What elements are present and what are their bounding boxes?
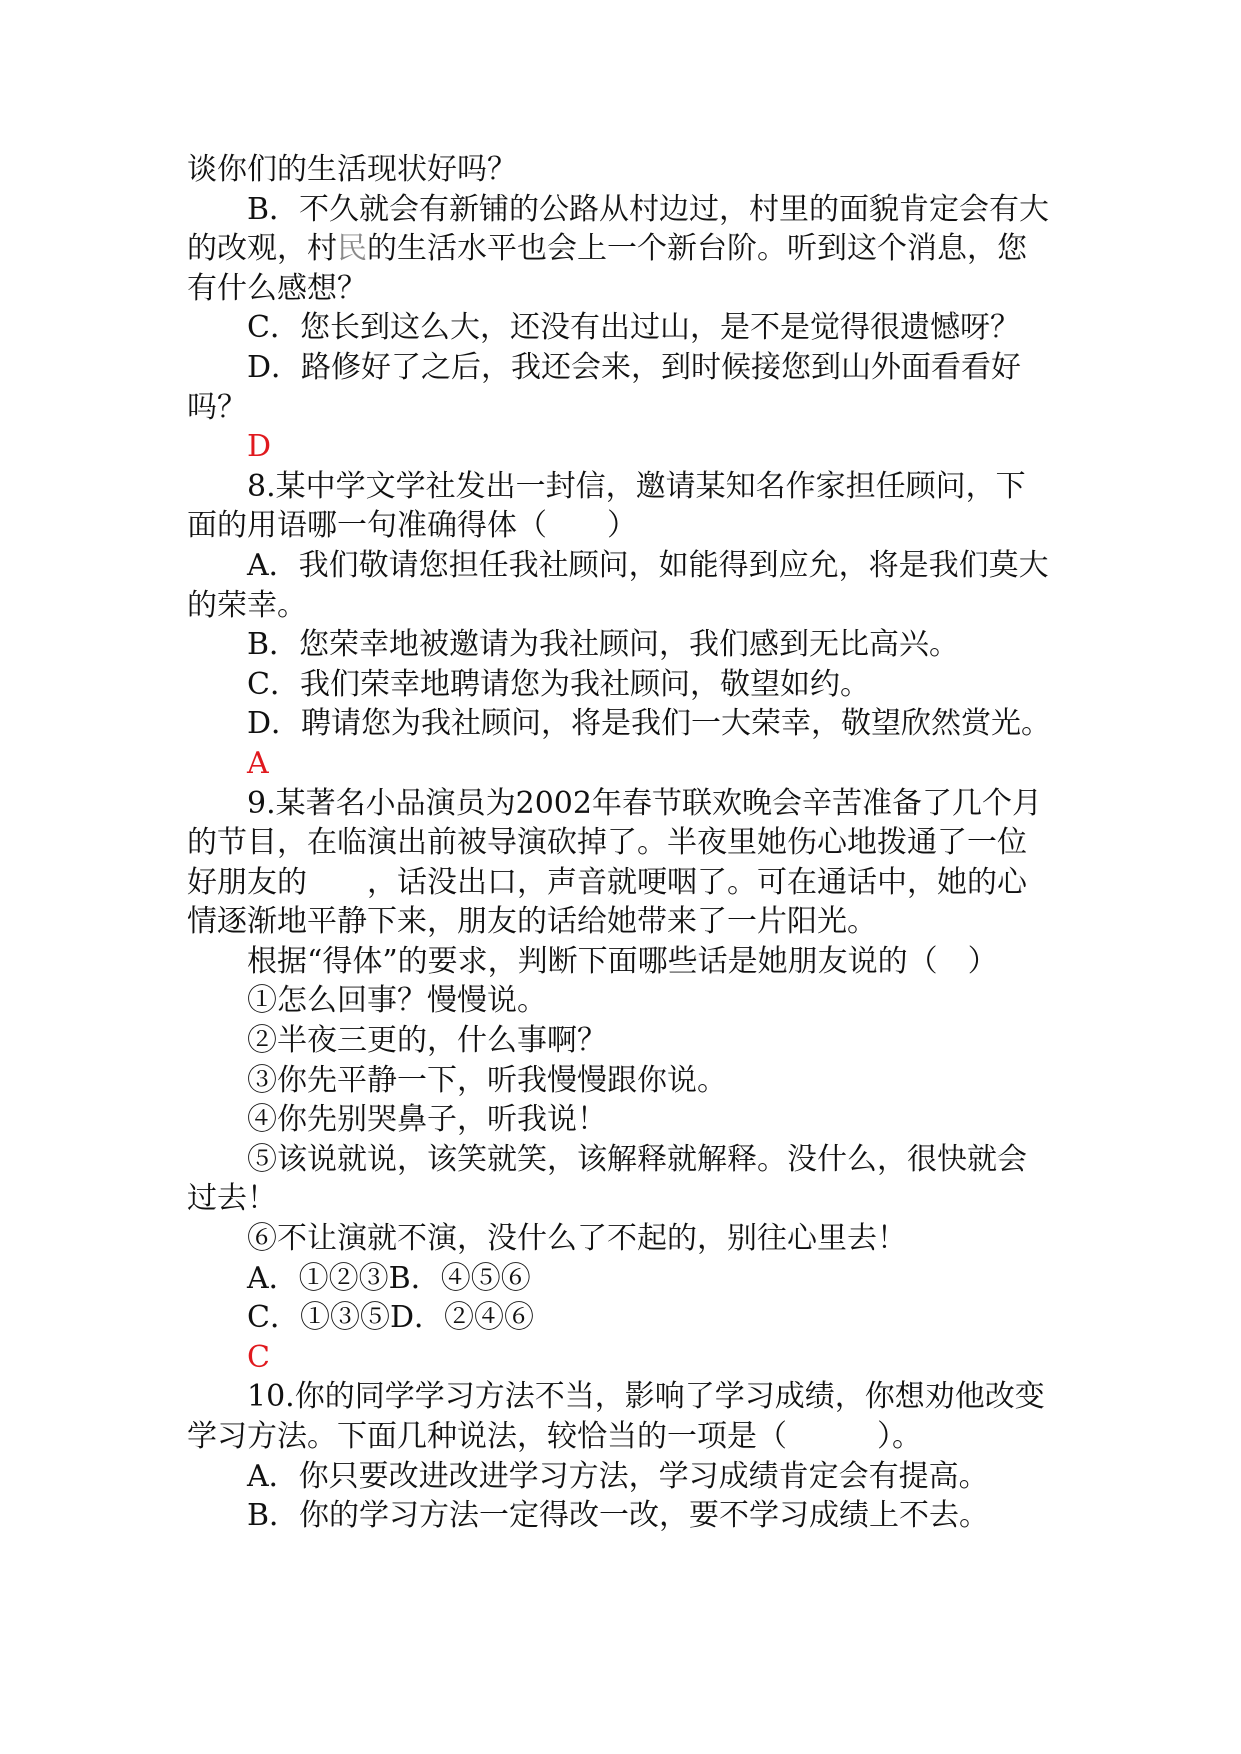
q9-item-4: ④你先别哭鼻子，听我说！ [247, 1102, 607, 1138]
q8-option-d: D．聘请您为我社顾问，将是我们一大荣幸，敬望欣然赏光。 [247, 706, 1052, 742]
q7-option-c: C．您长到这么大，还没有出过山，是不是觉得很遗憾呀？ [247, 310, 1020, 346]
q10-option-b: B．你的学习方法一定得改一改，要不学习成绩上不去。 [247, 1498, 990, 1534]
document-body [187, 150, 1055, 1536]
q7-option-d: D．路修好了之后，我还会来，到时候接您到山外面看看好吗？ [187, 349, 1022, 425]
q9-options-line-2: C．①③⑤D．②④⑥ [247, 1300, 535, 1336]
q8-option-c: C．我们荣幸地聘请您为我社顾问，敬望如约。 [247, 666, 870, 702]
q7-option-b-text-1: B．不久就会有新铺的公路从村边过，村里的面貌肯定会有大的改观，村 [187, 191, 1050, 267]
q7-option-b-gray-char: 民 [337, 231, 367, 267]
q9-item-5: ⑤该说就说，该笑就笑，该解释就解释。没什么，很快就会过去！ [187, 1141, 1027, 1217]
q9-item-1: ①怎么回事？慢慢说。 [247, 983, 547, 1019]
q8-option-b: B．您荣幸地被邀请为我社顾问，我们感到无比高兴。 [247, 627, 960, 663]
q9-stem: 9.某著名小品演员为2002年春节联欢晚会辛苦准备了几个月的节目，在临演出前被导演砍掉了。半夜里她伤心地拨通了一位好朋友的 ，话没出口，声音就哽咽了。可在通话中，她的心情逐渐地平静下来，朋友的话给她带来了一片阳光。 [187, 785, 1042, 940]
q9-prompt: 根据“得体”的要求，判断下面哪些话是她朋友说的（ ） [247, 943, 998, 979]
continuation-line: 谈你们的生活现状好吗？ [187, 152, 517, 187]
q7-option-b-text-2: 的生活水平也会上一个新台阶。听到这个消息，您有什么感想？ [187, 231, 1027, 306]
q8-stem: 8.某中学文学社发出一封信，邀请某知名作家担任顾问，下面的用语哪一句准确得体（ ） [187, 468, 1026, 544]
q9-options-line-1: A．①②③B．④⑤⑥ [247, 1260, 531, 1296]
q8-option-a: A．我们敬请您担任我社顾问，如能得到应允，将是我们莫大的荣幸。 [187, 547, 1049, 623]
q7-answer: D [247, 429, 272, 465]
q9-item-6: ⑥不让演就不演，没什么了不起的，别往心里去！ [247, 1221, 907, 1257]
q8-answer: A [247, 745, 269, 781]
q9-item-3: ③你先平静一下，听我慢慢跟你说。 [247, 1062, 727, 1098]
q9-answer: C [247, 1339, 270, 1375]
q10-option-a: A．你只要改进改进学习方法，学习成绩肯定会有提高。 [247, 1458, 989, 1494]
q10-stem: 10.你的同学学习方法不当，影响了学习成绩，你想劝他改变学习方法。下面几种说法，较恰当的一项是（ ）。 [187, 1379, 1045, 1454]
q9-item-2: ②半夜三更的，什么事啊？ [247, 1023, 607, 1059]
q7-option-b [187, 190, 1055, 309]
